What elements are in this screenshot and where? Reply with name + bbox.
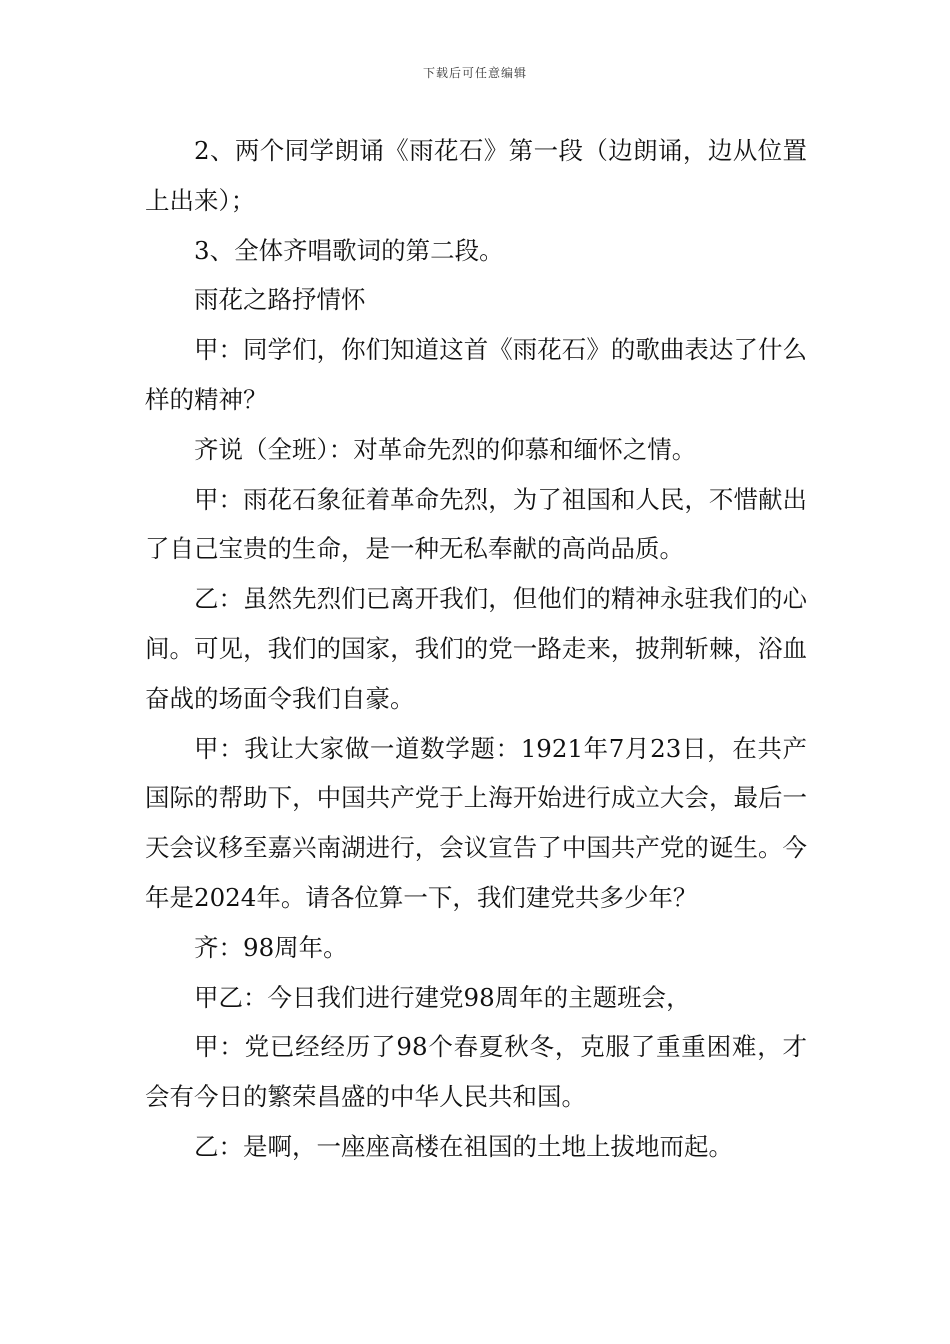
paragraph-dialogue: 齐：98周年。: [194, 932, 348, 962]
paragraph-dialogue: 甲：党已经经历了98个春夏秋冬，克服了重重困难，才会有今日的繁荣昌盛的中华人民共和国。: [145, 1032, 807, 1112]
document-body: [145, 126, 807, 1172]
paragraph-dialogue: 乙：虽然先烈们已离开我们，但他们的精神永驻我们的心间。可见，我们的国家，我们的党一路走来，披荆斩棘，浴血奋战的场面令我们自豪。: [145, 584, 807, 713]
paragraph-dialogue: 乙：是啊，一座座高楼在祖国的土地上拔地而起。: [194, 1131, 733, 1161]
paragraph-dialogue: 甲：同学们，你们知道这首《雨花石》的歌曲表达了什么样的精神？: [145, 335, 807, 414]
paragraph-recitation: 2、两个同学朗诵《雨花石》第一段（边朗诵，边从位置上出来）；: [145, 136, 807, 215]
section-heading: 雨花之路抒情怀: [194, 285, 366, 315]
paragraph-dialogue: 甲：我让大家做一道数学题：1921年7月23日，在共产国际的帮助下，中国共产党于上海开始进行成立大会，最后一天会议移至嘉兴南湖进行，会议宣告了中国共产党的诞生。今年是2024年。请各位算一下，我们建党共多少年？: [145, 733, 807, 912]
header-note: 下载后可任意编辑: [422, 66, 527, 80]
paragraph-dialogue: 齐说（全班）：对革命先烈的仰慕和缅怀之情。: [194, 434, 697, 464]
paragraph-chorus: 3、全体齐唱歌词的第二段。: [194, 235, 504, 265]
paragraph-dialogue: 甲乙：今日我们进行建党98周年的主题班会，: [194, 982, 691, 1012]
paragraph-dialogue: 甲：雨花石象征着革命先烈，为了祖国和人民，不惜献出了自己宝贵的生命，是一种无私奉献的高尚品质。: [145, 484, 807, 564]
